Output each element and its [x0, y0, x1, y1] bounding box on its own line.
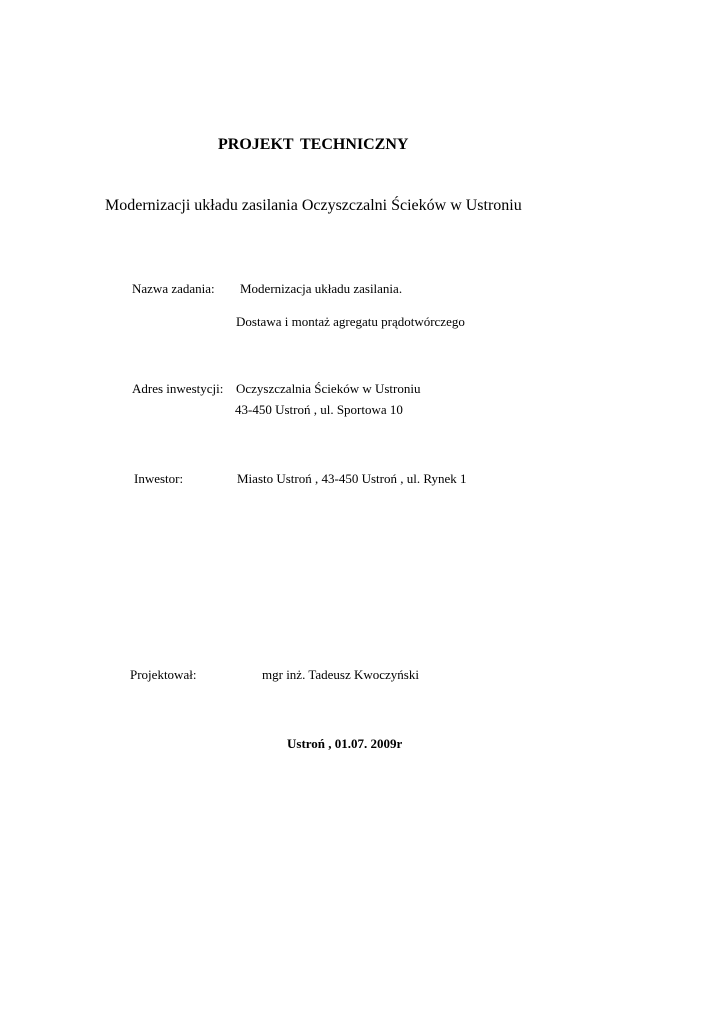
- investment-address-line-2: 43-450 Ustroń , ul. Sportowa 10: [235, 402, 403, 417]
- investment-address-line-1: Oczyszczalnia Ścieków w Ustroniu: [236, 381, 421, 396]
- document-subtitle: Modernizacji układu zasilania Oczyszczalni Ścieków w Ustroniu: [105, 197, 522, 214]
- designer-value: mgr inż. Tadeusz Kwoczyński: [262, 667, 419, 682]
- investor-label: Inwestor:: [134, 471, 184, 486]
- investor-value: Miasto Ustroń , 43-450 Ustroń , ul. Rynek 1: [237, 471, 467, 486]
- investment-address-label: Adres inwestycji:: [132, 381, 224, 396]
- place-and-date: Ustroń , 01.07. 2009r: [287, 736, 403, 751]
- designer-label: Projektował:: [130, 667, 197, 682]
- task-name-line-1: Modernizacja układu zasilania.: [240, 281, 403, 296]
- task-name-label: Nazwa zadania:: [132, 281, 215, 296]
- task-name-line-2: Dostawa i montaż agregatu prądotwórczego: [236, 314, 465, 329]
- document-title: PROJEKT TECHNICZNY: [218, 136, 409, 153]
